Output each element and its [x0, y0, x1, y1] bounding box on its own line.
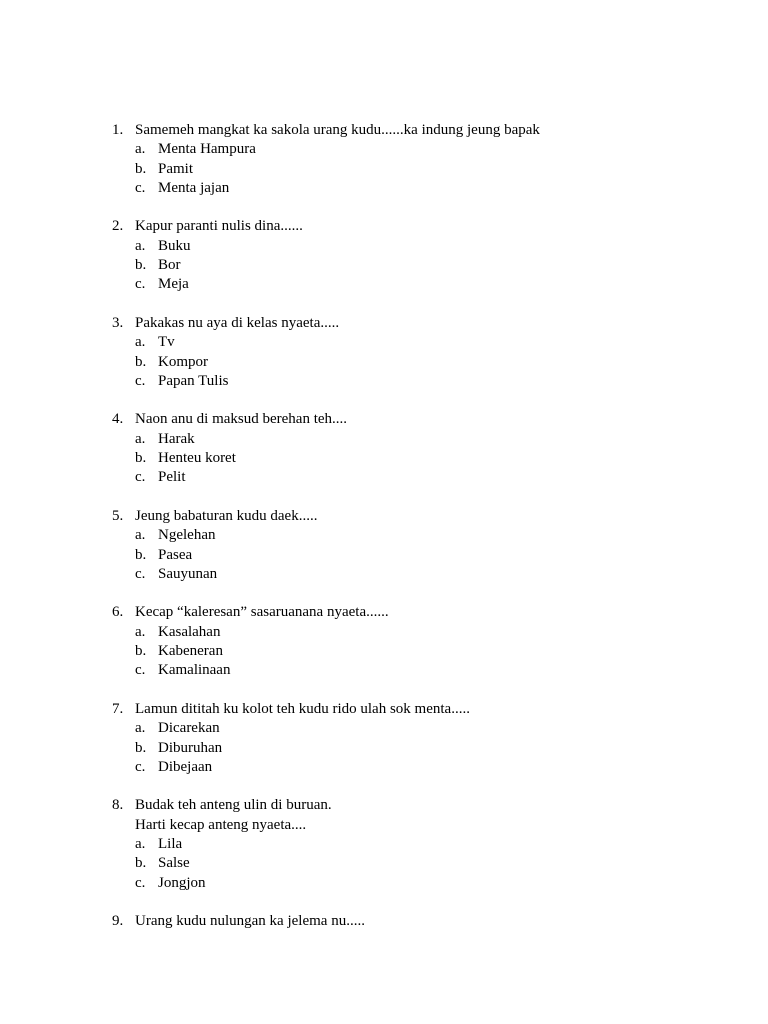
option-letter: c.: [135, 758, 146, 775]
question-line: [112, 507, 732, 526]
answer-option: [112, 546, 732, 565]
answer-option: [112, 739, 732, 758]
question-text: Urang kudu nulungan ka jelema nu.....: [135, 913, 365, 930]
answer-option: [112, 623, 732, 642]
option-text: Bor: [158, 257, 181, 274]
option-text: Ngelehan: [158, 527, 216, 544]
answer-option: [112, 237, 732, 256]
question-number: 9.: [112, 913, 124, 930]
question-line: [112, 314, 732, 333]
answer-option: [112, 835, 732, 854]
option-letter: c.: [135, 372, 146, 389]
question-item: [112, 912, 732, 931]
option-letter: b.: [135, 546, 147, 563]
answer-option: [112, 526, 732, 545]
question-text: Samemeh mangkat ka sakola urang kudu......ka indung jeung bapak: [135, 122, 540, 138]
option-text: Lila: [158, 835, 183, 852]
option-text: Henteu koret: [158, 450, 236, 467]
question-item: [112, 410, 732, 487]
question-line: [112, 700, 732, 719]
answer-option: [112, 449, 732, 468]
option-letter: a.: [135, 835, 146, 852]
option-text: Sauyunan: [158, 565, 218, 582]
option-text: Dibejaan: [158, 758, 213, 775]
answer-option: [112, 160, 732, 179]
question-text: Jeung babaturan kudu daek.....: [135, 507, 318, 524]
option-text: Menta jajan: [158, 179, 230, 196]
answer-option: [112, 256, 732, 275]
option-text: Salse: [158, 855, 190, 872]
question-number: 4.: [112, 411, 124, 428]
answer-option: [112, 275, 732, 294]
option-letter: b.: [135, 739, 147, 756]
option-text: Diburuhan: [158, 739, 223, 756]
option-text: Pasea: [158, 546, 193, 563]
option-text: Menta Hampura: [158, 141, 256, 158]
option-letter: b.: [135, 855, 147, 872]
option-text: Dicarekan: [158, 720, 220, 737]
question-text: Budak teh anteng ulin di buruan.: [135, 797, 332, 814]
question-text: Pakakas nu aya di kelas nyaeta.....: [135, 314, 340, 331]
option-text: Kabeneran: [158, 643, 223, 660]
question-number: 7.: [112, 700, 124, 717]
option-letter: c.: [135, 565, 146, 582]
question-item: [112, 796, 732, 892]
option-text: Pamit: [158, 160, 194, 177]
option-letter: b.: [135, 643, 147, 660]
option-letter: a.: [135, 527, 146, 544]
answer-option: [112, 874, 732, 893]
question-list: [112, 121, 732, 951]
option-letter: c.: [135, 469, 146, 486]
answer-option: [112, 642, 732, 661]
question-number: 2.: [112, 218, 124, 235]
option-letter: a.: [135, 720, 146, 737]
answer-option: [112, 430, 732, 449]
option-letter: a.: [135, 623, 146, 640]
question-item: [112, 700, 732, 777]
option-text: Pelit: [158, 469, 186, 486]
option-text: Kamalinaan: [158, 662, 231, 679]
answer-option: [112, 353, 732, 372]
option-letter: c.: [135, 874, 146, 891]
answer-option: [112, 333, 732, 352]
option-letter: b.: [135, 450, 147, 467]
question-line: [112, 217, 732, 236]
question-text: Kapur paranti nulis dina......: [135, 218, 303, 235]
question-line: [112, 816, 732, 835]
question-text: Kecap “kaleresan” sasaruanana nyaeta......: [135, 604, 389, 621]
option-letter: b.: [135, 353, 147, 370]
question-number: 1.: [112, 122, 124, 138]
answer-option: [112, 758, 732, 777]
question-line: [112, 121, 732, 140]
question-item: [112, 121, 732, 198]
option-text: Papan Tulis: [158, 372, 229, 389]
option-letter: a.: [135, 237, 146, 254]
question-item: [112, 507, 732, 584]
answer-option: [112, 719, 732, 738]
option-text: Tv: [158, 334, 175, 351]
answer-option: [112, 372, 732, 391]
option-letter: c.: [135, 662, 146, 679]
option-text: Kompor: [158, 353, 208, 370]
option-text: Buku: [158, 237, 191, 254]
answer-option: [112, 140, 732, 159]
question-line: [112, 796, 732, 815]
question-text: Lamun dititah ku kolot teh kudu rido ulah sok menta.....: [135, 700, 470, 717]
answer-option: [112, 661, 732, 680]
option-letter: c.: [135, 276, 146, 293]
question-text: Harti kecap anteng nyaeta....: [135, 816, 307, 833]
option-letter: c.: [135, 179, 146, 196]
answer-option: [112, 179, 732, 198]
question-line: [112, 603, 732, 622]
option-text: Jongjon: [158, 874, 206, 891]
question-text: Naon anu di maksud berehan teh....: [135, 411, 348, 428]
answer-option: [112, 565, 732, 584]
question-number: 6.: [112, 604, 124, 621]
option-letter: b.: [135, 257, 147, 274]
option-letter: a.: [135, 334, 146, 351]
option-letter: a.: [135, 430, 146, 447]
question-number: 5.: [112, 507, 124, 524]
question-number: 3.: [112, 314, 124, 331]
option-text: Harak: [158, 430, 195, 447]
option-text: Meja: [158, 276, 189, 293]
answer-option: [112, 854, 732, 873]
option-letter: b.: [135, 160, 147, 177]
question-line: [112, 410, 732, 429]
question-item: [112, 217, 732, 294]
question-item: [112, 314, 732, 391]
question-number: 8.: [112, 797, 124, 814]
question-line: [112, 912, 732, 931]
question-item: [112, 603, 732, 680]
answer-option: [112, 468, 732, 487]
option-letter: a.: [135, 141, 146, 158]
option-text: Kasalahan: [158, 623, 221, 640]
